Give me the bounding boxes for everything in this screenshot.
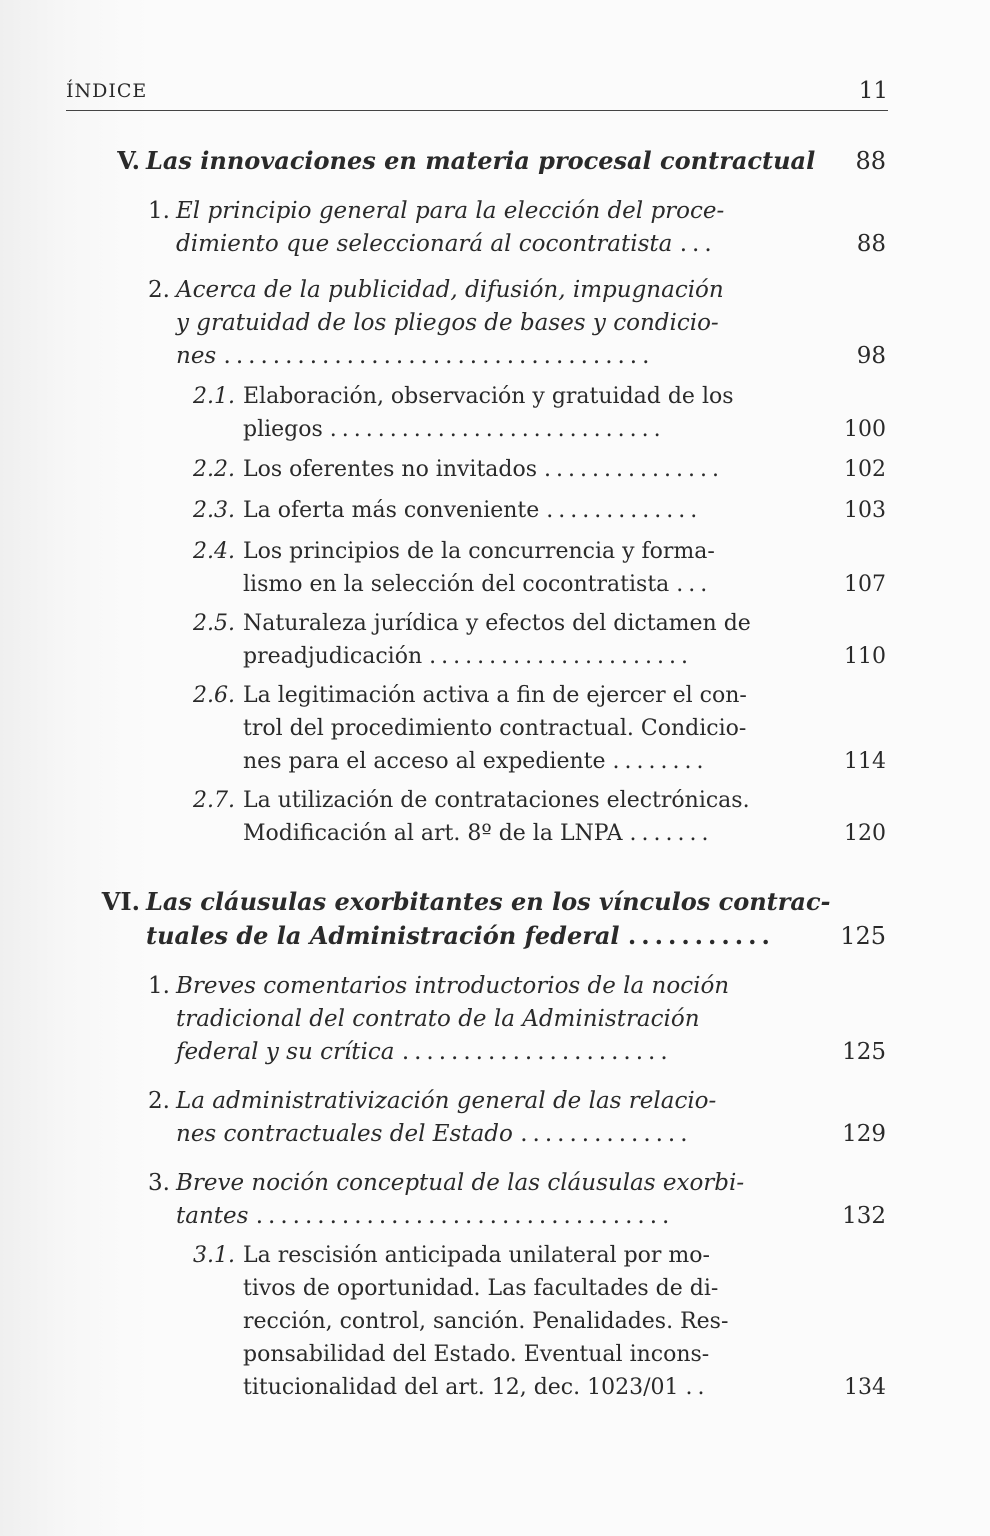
toc-entry-number: 1. [148, 198, 170, 224]
toc-entry-title-line: tantes [176, 1203, 249, 1229]
toc-entry-page: 134 [844, 1375, 886, 1400]
toc-entry-number: 2.5. [193, 611, 235, 636]
toc-entry-title-line: lismo en la selección del cocontratista [243, 572, 670, 597]
page-number: 11 [858, 78, 888, 104]
toc-entry-title-line: La utilización de contrataciones electrónicas. [243, 788, 750, 813]
toc-entry-title-line: preadjudicación [243, 644, 423, 669]
toc-entry-title-line: Acerca de la publicidad, difusión, impugnación [176, 277, 724, 303]
toc-entry-number: 2.2. [193, 457, 235, 482]
toc-entry-title-line: El principio general para la elección del proce- [176, 198, 725, 224]
toc-entry-title-line: ponsabilidad del Estado. Eventual incons- [243, 1342, 710, 1367]
toc-entry-title-line: Las innovaciones en materia procesal contractual [146, 146, 816, 175]
toc-entry-title-line: La administrativización general de las relacio- [176, 1088, 717, 1114]
toc-entry-title-line: tuales de la Administración federal [146, 921, 620, 950]
toc-entry-number: VI. [101, 887, 140, 916]
toc-entry-title-line: Elaboración, observación y gratuidad de los [243, 384, 734, 409]
toc-entry-title-line: Breves comentarios introductorios de la noción [176, 973, 730, 999]
toc-entry-page: 103 [844, 498, 886, 523]
running-head: ÍNDICE [66, 80, 148, 102]
leader-dots: ........ [612, 749, 709, 774]
toc-entry-title-line: tradicional del contrato de la Administración [176, 1006, 700, 1032]
toc-entry-title-line: Los oferentes no invitados [243, 457, 538, 482]
toc-entry-page: 98 [856, 343, 886, 369]
toc-entry-page: 107 [844, 572, 886, 597]
toc-entry-number: V. [117, 146, 140, 175]
page-header [66, 80, 888, 111]
toc-entry-title-line: titucionalidad del art. 12, dec. 1023/01 [243, 1375, 679, 1400]
toc-entry-page: 88 [855, 147, 886, 175]
leader-dots: ...................... [401, 1039, 673, 1065]
leader-dots: ............. [546, 498, 703, 523]
toc-entry-title-line: dimiento que seleccionará al cocontratista [176, 231, 673, 257]
toc-entry-title-line: La legitimación activa a fin de ejercer el con- [243, 683, 747, 708]
leader-dots: .............. [520, 1121, 693, 1147]
toc-entry-title-line: Las cláusulas exorbitantes en los vínculos contrac- [146, 887, 831, 916]
toc-entry-title-line: nes [176, 343, 217, 369]
leader-dots: ........... [627, 921, 775, 950]
toc-entry-page: 102 [844, 457, 886, 482]
toc-entry-title-line: tivos de oportunidad. Las facultades de di- [243, 1276, 719, 1301]
toc-entry-page: 100 [844, 417, 886, 442]
leader-dots: .................................. [255, 1203, 675, 1229]
toc-entry-number: 2.3. [193, 498, 235, 523]
toc-entry-number: 2. [148, 1088, 170, 1114]
leader-dots: ............... [544, 457, 724, 482]
page-edge-shadow [0, 0, 150, 1536]
toc-entry-title-line: Naturaleza jurídica y efectos del dictamen de [243, 611, 751, 636]
toc-entry-number: 3.1. [193, 1243, 235, 1268]
toc-entry-page: 129 [842, 1121, 886, 1147]
toc-entry-page: 110 [844, 644, 886, 669]
leader-dots: ....... [629, 821, 714, 846]
toc-entry-number: 2.6. [193, 683, 235, 708]
toc-entry-number: 1. [148, 973, 170, 999]
leader-dots: .. [685, 1375, 710, 1400]
toc-entry-number: 2.1. [193, 384, 235, 409]
toc-entry-number: 2.4. [193, 539, 235, 564]
toc-entry-title-line: nes para el acceso al expediente [243, 749, 606, 774]
toc-entry-page: 114 [844, 749, 886, 774]
toc-entry-title-line: y gratuidad de los pliegos de bases y condicio- [176, 310, 719, 336]
toc-entry-title-line: Modificación al art. 8º de la LNPA [243, 821, 623, 846]
toc-entry-page: 125 [840, 922, 886, 950]
toc-entry-title-line: rección, control, sanción. Penalidades. Res- [243, 1309, 729, 1334]
toc-entry-title-line: nes contractuales del Estado [176, 1121, 513, 1147]
toc-entry-page: 120 [844, 821, 886, 846]
leader-dots: ................................... [223, 343, 655, 369]
toc-entry-title-line: Breve noción conceptual de las cláusulas exorbi- [176, 1170, 745, 1196]
leader-dots: ... [676, 572, 713, 597]
toc-entry-title-line: federal y su crítica [176, 1039, 395, 1065]
toc-entry-page: 132 [842, 1203, 886, 1229]
leader-dots: ...................... [429, 644, 693, 669]
toc-entry-page: 125 [842, 1039, 886, 1065]
toc-entry-number: 2. [148, 277, 170, 303]
toc-entry-number: 3. [148, 1170, 170, 1196]
leader-dots: ............................ [329, 417, 666, 442]
toc-entry-title-line: trol del procedimiento contractual. Condicio- [243, 716, 747, 741]
toc-entry-title-line: pliegos [243, 417, 323, 442]
toc-entry-page: 88 [856, 231, 886, 257]
leader-dots: ... [679, 231, 717, 257]
toc-entry-title-line: La oferta más conveniente [243, 498, 540, 523]
toc-entry-title-line: Los principios de la concurrencia y forma- [243, 539, 715, 564]
toc-entry-title-line: La rescisión anticipada unilateral por mo- [243, 1243, 710, 1268]
toc-entry-number: 2.7. [193, 788, 235, 813]
